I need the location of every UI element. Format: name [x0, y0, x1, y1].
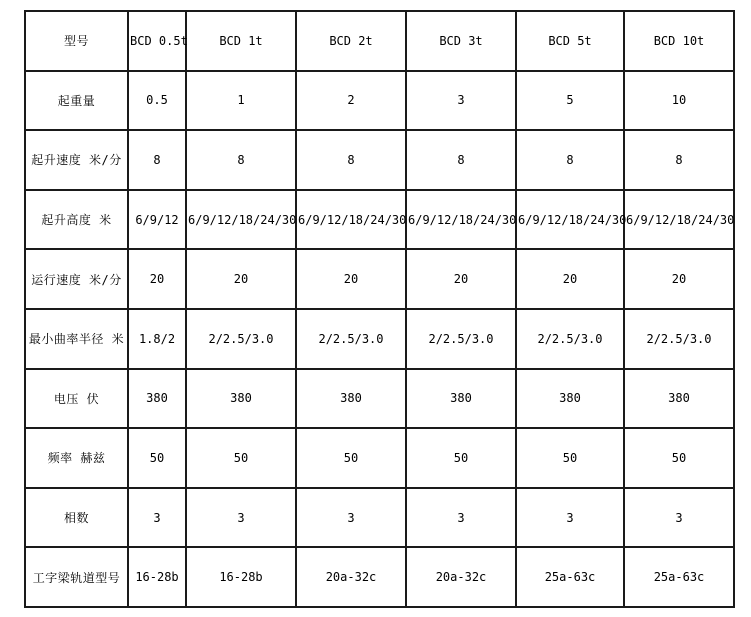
- table-row-lift-height: [25, 190, 734, 250]
- cell-frequency-2: 50: [186, 428, 296, 488]
- spec-table-container: [24, 10, 735, 608]
- cell-capacity-6: 10: [624, 71, 734, 131]
- row-label-lift-speed: 起升速度 米/分: [25, 130, 128, 190]
- cell-lift-speed-2: 8: [186, 130, 296, 190]
- cell-lift-speed-5: 8: [516, 130, 624, 190]
- table-row-ibeam-track: [25, 547, 734, 607]
- cell-travel-speed-4: 20: [406, 249, 516, 309]
- table-row-frequency: [25, 428, 734, 488]
- row-label-voltage: 电压 伏: [25, 369, 128, 429]
- cell-lift-height-2: 6/9/12/18/24/30: [186, 190, 296, 250]
- cell-model-6: BCD 10t: [624, 11, 734, 71]
- cell-min-radius-6: 2/2.5/3.0: [624, 309, 734, 369]
- cell-travel-speed-3: 20: [296, 249, 406, 309]
- cell-min-radius-5: 2/2.5/3.0: [516, 309, 624, 369]
- cell-ibeam-track-4: 20a-32c: [406, 547, 516, 607]
- row-label-min-radius: 最小曲率半径 米: [25, 309, 128, 369]
- cell-lift-speed-6: 8: [624, 130, 734, 190]
- cell-capacity-2: 1: [186, 71, 296, 131]
- cell-phases-2: 3: [186, 488, 296, 548]
- table-row-voltage: [25, 369, 734, 429]
- cell-phases-1: 3: [128, 488, 186, 548]
- row-label-lift-height: 起升高度 米: [25, 190, 128, 250]
- cell-voltage-3: 380: [296, 369, 406, 429]
- cell-lift-speed-3: 8: [296, 130, 406, 190]
- cell-frequency-5: 50: [516, 428, 624, 488]
- cell-frequency-6: 50: [624, 428, 734, 488]
- cell-travel-speed-1: 20: [128, 249, 186, 309]
- cell-capacity-4: 3: [406, 71, 516, 131]
- cell-phases-5: 3: [516, 488, 624, 548]
- cell-min-radius-1: 1.8/2: [128, 309, 186, 369]
- row-label-model: 型号: [25, 11, 128, 71]
- table-row-phases: [25, 488, 734, 548]
- cell-travel-speed-5: 20: [516, 249, 624, 309]
- table-row-capacity: [25, 71, 734, 131]
- cell-travel-speed-2: 20: [186, 249, 296, 309]
- cell-min-radius-4: 2/2.5/3.0: [406, 309, 516, 369]
- cell-capacity-3: 2: [296, 71, 406, 131]
- cell-capacity-5: 5: [516, 71, 624, 131]
- cell-model-2: BCD 1t: [186, 11, 296, 71]
- cell-ibeam-track-1: 16-28b: [128, 547, 186, 607]
- cell-lift-speed-1: 8: [128, 130, 186, 190]
- cell-lift-height-3: 6/9/12/18/24/30: [296, 190, 406, 250]
- table-row-min-radius: [25, 309, 734, 369]
- cell-ibeam-track-2: 16-28b: [186, 547, 296, 607]
- cell-min-radius-3: 2/2.5/3.0: [296, 309, 406, 369]
- row-label-travel-speed: 运行速度 米/分: [25, 249, 128, 309]
- cell-model-4: BCD 3t: [406, 11, 516, 71]
- cell-voltage-2: 380: [186, 369, 296, 429]
- cell-model-5: BCD 5t: [516, 11, 624, 71]
- cell-phases-6: 3: [624, 488, 734, 548]
- spec-table: [24, 10, 735, 608]
- cell-ibeam-track-6: 25a-63c: [624, 547, 734, 607]
- cell-voltage-6: 380: [624, 369, 734, 429]
- cell-min-radius-2: 2/2.5/3.0: [186, 309, 296, 369]
- cell-lift-height-1: 6/9/12: [128, 190, 186, 250]
- cell-frequency-4: 50: [406, 428, 516, 488]
- row-label-frequency: 频率 赫兹: [25, 428, 128, 488]
- row-label-ibeam-track: 工字梁轨道型号: [25, 547, 128, 607]
- cell-lift-height-5: 6/9/12/18/24/30: [516, 190, 624, 250]
- cell-travel-speed-6: 20: [624, 249, 734, 309]
- table-row-lift-speed: [25, 130, 734, 190]
- cell-lift-height-6: 6/9/12/18/24/30: [624, 190, 734, 250]
- cell-lift-speed-4: 8: [406, 130, 516, 190]
- cell-voltage-4: 380: [406, 369, 516, 429]
- cell-ibeam-track-3: 20a-32c: [296, 547, 406, 607]
- row-label-phases: 相数: [25, 488, 128, 548]
- cell-capacity-1: 0.5: [128, 71, 186, 131]
- cell-frequency-3: 50: [296, 428, 406, 488]
- cell-phases-3: 3: [296, 488, 406, 548]
- table-row-model: [25, 11, 734, 71]
- cell-model-3: BCD 2t: [296, 11, 406, 71]
- cell-ibeam-track-5: 25a-63c: [516, 547, 624, 607]
- cell-phases-4: 3: [406, 488, 516, 548]
- table-row-travel-speed: [25, 249, 734, 309]
- cell-frequency-1: 50: [128, 428, 186, 488]
- cell-lift-height-4: 6/9/12/18/24/30: [406, 190, 516, 250]
- cell-model-1: BCD 0.5t: [128, 11, 186, 71]
- cell-voltage-5: 380: [516, 369, 624, 429]
- row-label-capacity: 起重量: [25, 71, 128, 131]
- cell-voltage-1: 380: [128, 369, 186, 429]
